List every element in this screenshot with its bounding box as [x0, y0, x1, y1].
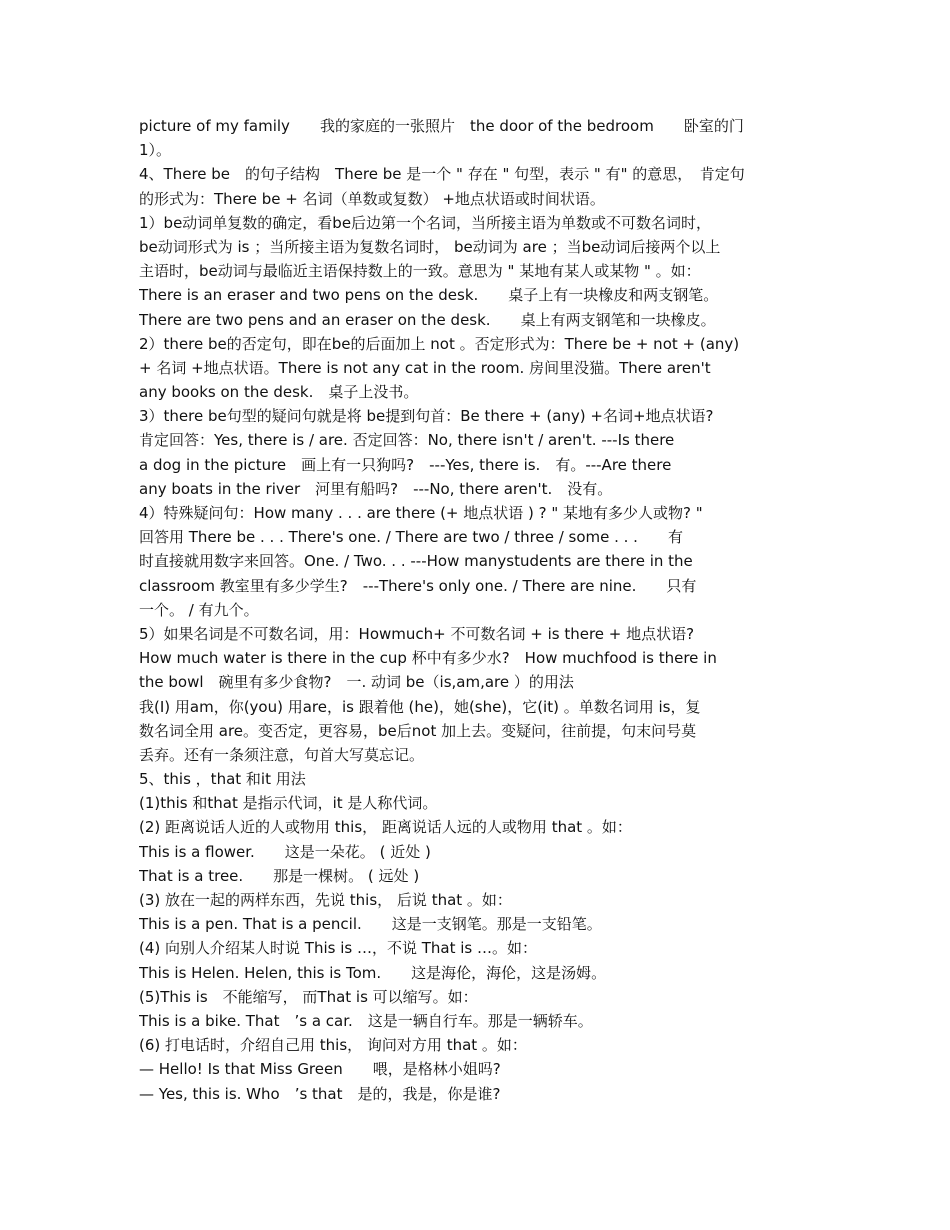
text-line: 肯定回答：Yes, there is / are. 否定回答：No, there isn't / aren't. ---Is there: [139, 431, 675, 450]
text-line: 回答用 There be . . . There's one. / There are two / three / some . . . 有: [139, 528, 683, 547]
text-line: picture of my family 我的家庭的一张照片 the door of the bedroom 卧室的门: [139, 117, 744, 135]
text-line: This is Helen. Helen, this is Tom. 这是海伦，海伦，这是汤姆。: [139, 963, 607, 982]
text-line: 3）there be句型的疑问句就是将 be提到句首：Be there + (any) +名词+地点状语?: [139, 407, 714, 426]
text-line: + 名词 +地点状语。There is not any cat in the room. 房间里没猫。There aren't: [139, 358, 711, 377]
text-line: the bowl 碗里有多少食物? 一. 动词 be（is,am,are ）的用法: [139, 673, 574, 692]
text-line: 4）特殊疑问句：How many . . . are there (+ 地点状语 ) ? " 某地有多少人或物? ": [139, 504, 703, 522]
text-line: (4) 向别人介绍某人时说 This is …，不说 That is …。如：: [139, 939, 537, 958]
text-line: 4、There be 的句子结构 There be 是一个 " 存在 " 句型，表示 " 有" 的意思， 肯定句: [139, 165, 745, 184]
text-line: 丢弃。还有一条须注意，句首大写莫忘记。: [139, 745, 425, 764]
text-line: This is a pen. That is a pencil. 这是一支钢笔。那是一支铅笔。: [139, 915, 602, 934]
text-line: 我(I) 用am，你(you) 用are，is 跟着他 (he)，她(she)，它(it) 。单数名词用 is，复: [139, 697, 701, 716]
text-line: 的形式为：There be + 名词（单数或复数） +地点状语或时间状语。: [139, 189, 605, 208]
text-line: There is an eraser and two pens on the desk. 桌子上有一块橡皮和两支钢笔。: [139, 286, 719, 305]
text-line: any boats in the river 河里有船吗? ---No, there aren't. 没有。: [139, 479, 613, 498]
text-line: 时直接就用数字来回答。One. / Two. . . ---How manystudents are there in the: [139, 552, 693, 571]
text-line: There are two pens and an eraser on the desk. 桌上有两支钢笔和一块橡皮。: [139, 310, 716, 329]
text-line: be动词形式为 is ；当所接主语为复数名词时， be动词为 are ；当be动词后接两个以上: [139, 237, 721, 256]
text-line: 1）be动词单复数的确定，看be后边第一个名词，当所接主语为单数或不可数名词时，: [139, 213, 712, 232]
text-line: 5）如果名词是不可数名词，用：Howmuch+ 不可数名词 + is there + 地点状语?: [139, 624, 695, 643]
text-line: (1)this 和that 是指示代词，it 是人称代词。: [139, 794, 438, 813]
text-line: This is a flower. 这是一朵花。 ( 近处 ): [139, 842, 431, 861]
text-line: (6) 打电话时，介绍自己用 this， 询问对方用 that 。如：: [139, 1036, 527, 1055]
text-line: classroom 教室里有多少学生? ---There's only one. / There are nine. 只有: [139, 576, 697, 595]
text-line: (3) 放在一起的两样东西，先说 this， 后说 that 。如：: [139, 891, 512, 909]
text-line: any books on the desk. 桌子上没书。: [139, 383, 419, 402]
text-line: 1）。: [139, 141, 172, 160]
text-line: How much water is there in the cup 杯中有多少水? How muchfood is there in: [139, 649, 717, 668]
text-line: 主语时，be动词与最临近主语保持数上的一致。意思为 " 某地有某人或某物 " 。如：: [139, 262, 701, 281]
document-body: [139, 114, 809, 1106]
text-line: (2) 距离说话人近的人或物用 this， 距离说话人远的人或物用 that 。如：: [139, 818, 632, 837]
text-line: 2）there be的否定句，即在be的后面加上 not 。否定形式为：There be + not + (any): [139, 334, 740, 353]
text-line: This is a bike. That ’s a car. 这是一辆自行车。那是一辆轿车。: [139, 1011, 593, 1030]
text-line: (5)This is 不能缩写， 而That is 可以缩写。如：: [139, 987, 478, 1006]
text-line: — Hello! Is that Miss Green 喂，是格林小姐吗?: [139, 1060, 501, 1079]
text-line: — Yes, this is. Who ’s that 是的，我是，你是谁?: [139, 1084, 501, 1103]
text-line: a dog in the picture 画上有一只狗吗? ---Yes, there is. 有。---Are there: [139, 455, 672, 474]
text-line: 数名词全用 are。变否定，更容易，be后not 加上去。变疑问，往前提，句末问号莫: [139, 721, 697, 740]
text-line: 一个。 / 有九个。: [139, 600, 259, 619]
text-line: That is a tree. 那是一棵树。 ( 远处 ): [139, 866, 420, 885]
text-line: 5、this ，that 和it 用法: [139, 770, 306, 789]
